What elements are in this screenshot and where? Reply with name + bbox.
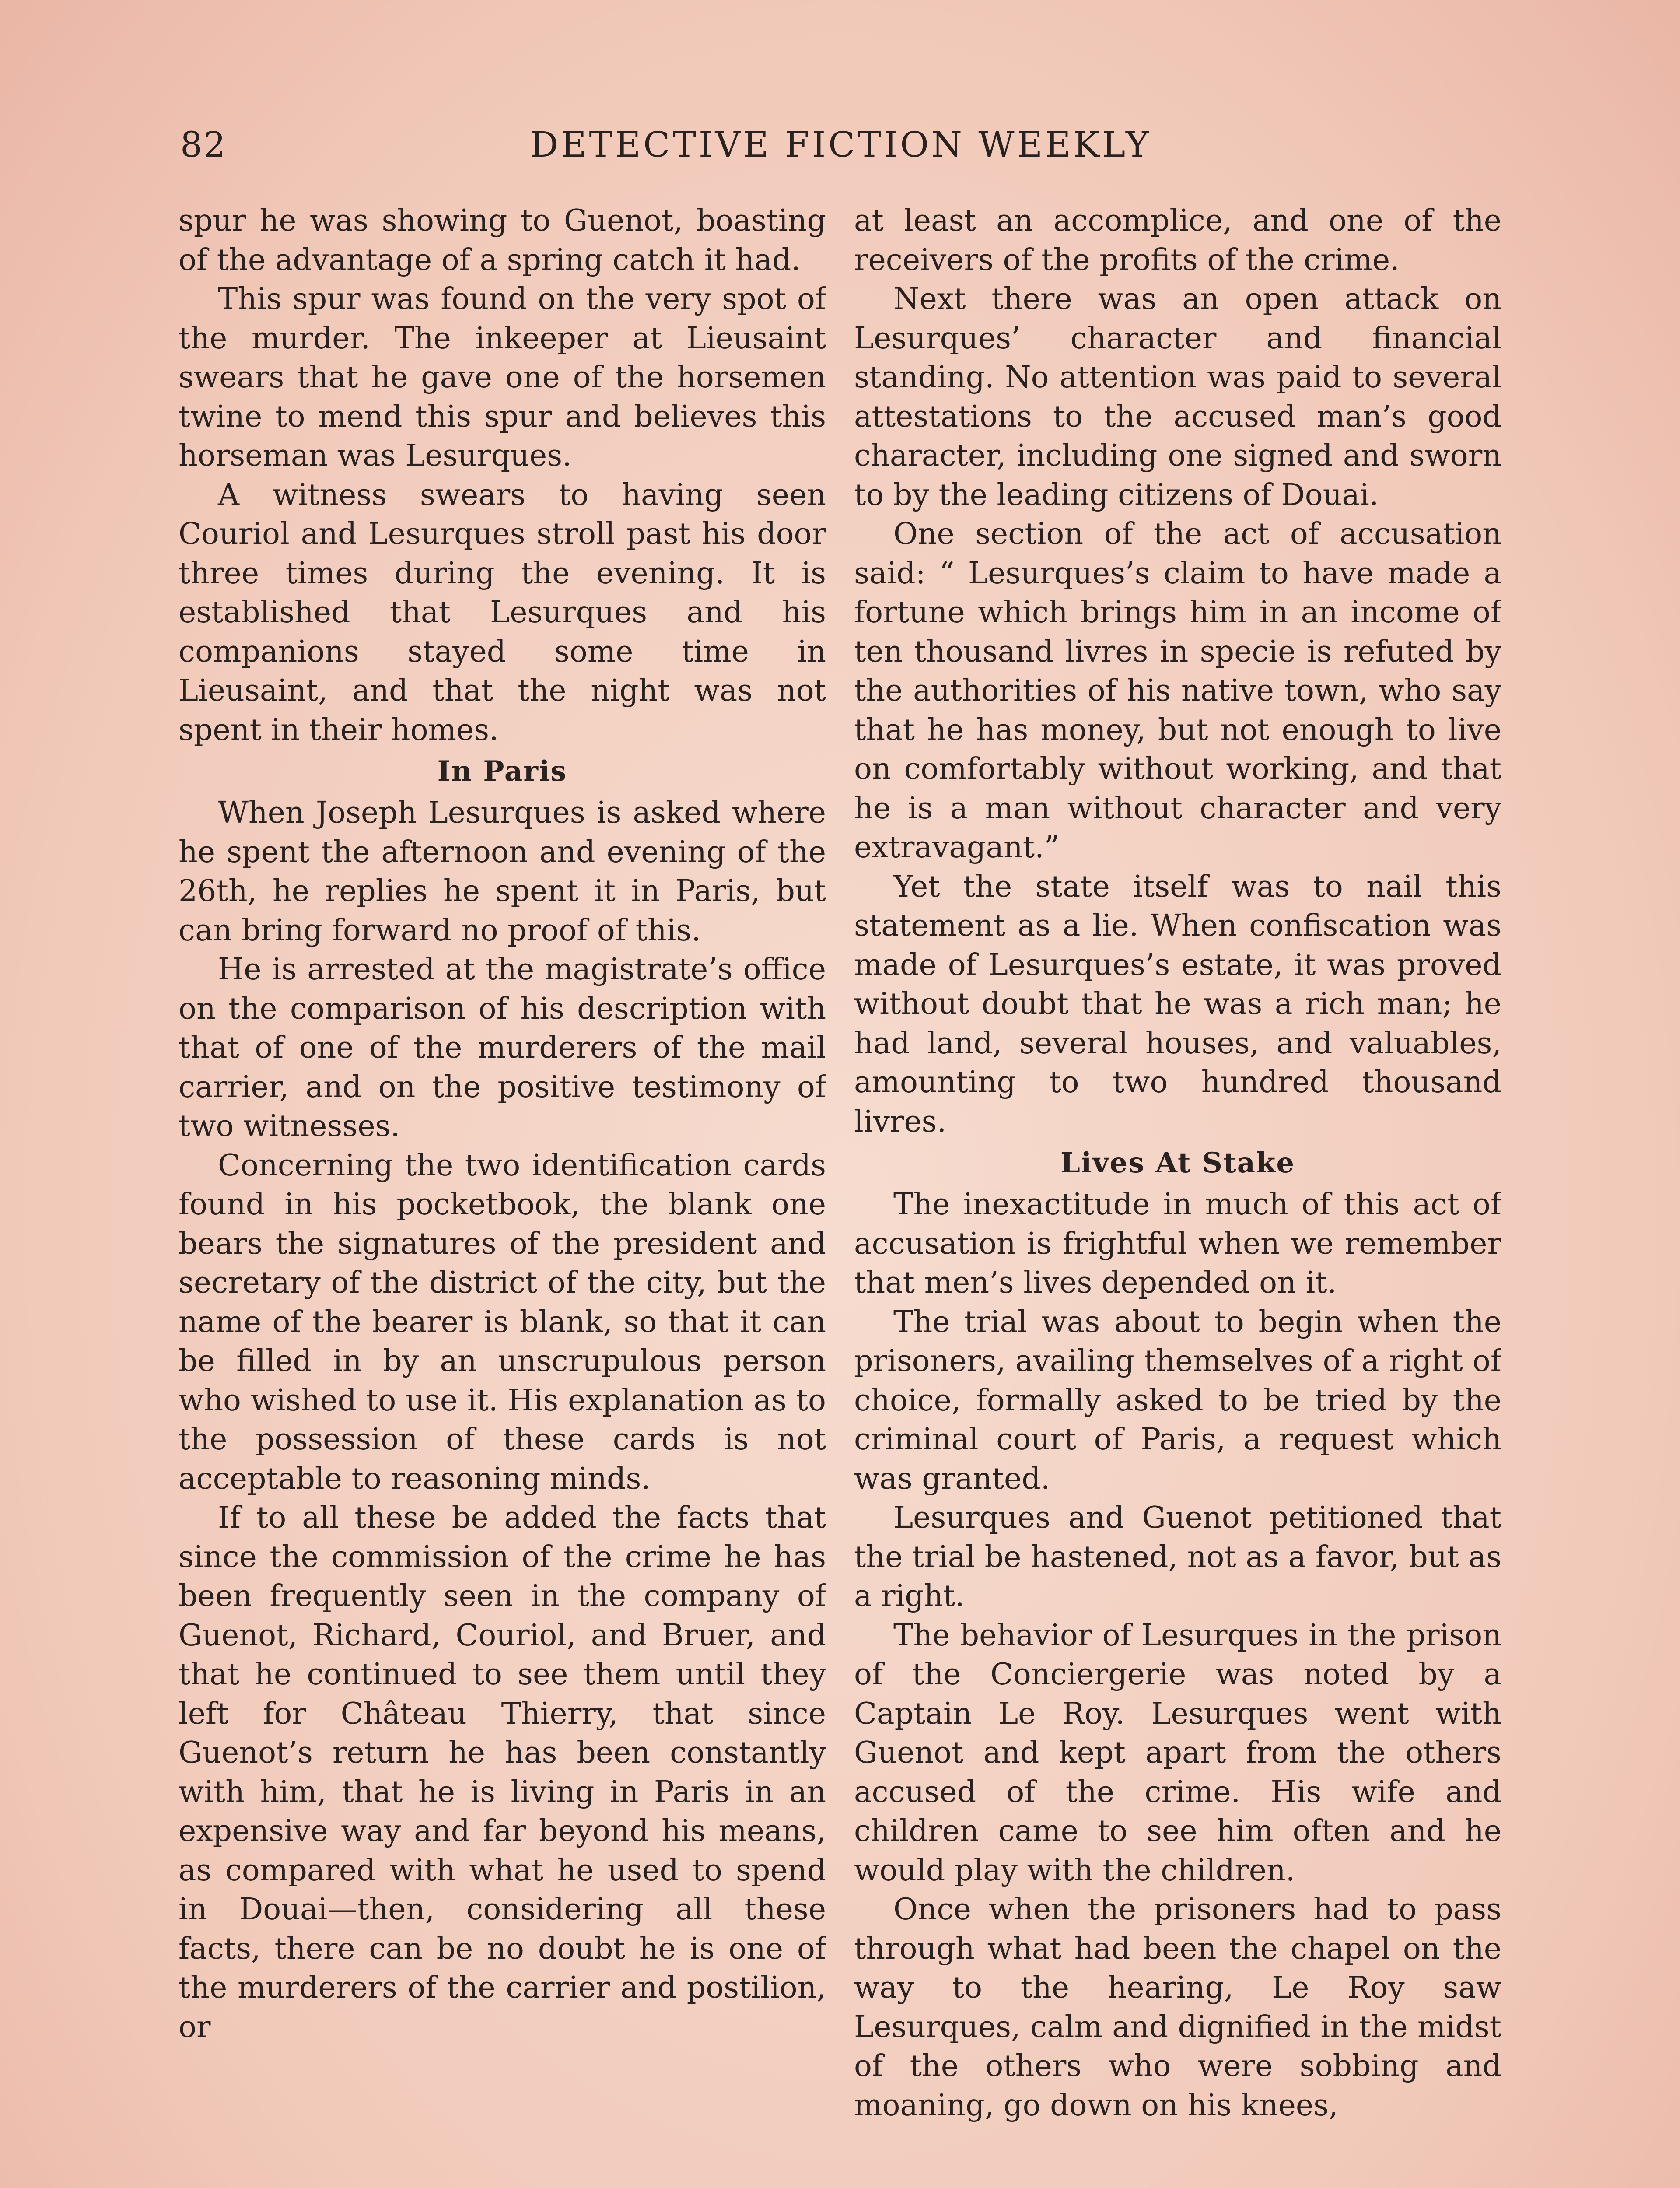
paragraph: Concerning the two identification cards found in his pocketbook, the blank one bears the signatures of the president and secretary of the district of the city, but the name of the bearer is blank, so that it can be filled in by an unscrupulous person who wished to use it. His explanation as to the possession of these cards is not acceptable to reasoning minds. bbox=[178, 1148, 826, 1496]
paragraph: The inexactitude in much of this act of accusation is frightful when we remember that men’s lives depended on it. bbox=[854, 1187, 1502, 1300]
paragraph: Next there was an open attack on Lesurques’ character and financial standing. No attention was paid to several attestations to the accused man’s good character, including one signed and sworn to by the leading citizens of Douai. bbox=[854, 282, 1502, 512]
paragraph: If to all these be added the facts that since the commission of the crime he has been frequently seen in the company of Guenot, Richard, Couriol, and Bruer, and that he continued to see them until they left for Château Thierry, that since Guenot’s return he has been constantly with him, that he is living in Paris in an expensive way and far beyond his means, as compared with what he used to spend in Douai—then, considering all these facts, there can be no doubt he is one of the murderers of the carrier and postilion, or bbox=[178, 1501, 826, 2044]
paragraph: at least an accomplice, and one of the receivers of the profits of the crime. bbox=[854, 203, 1502, 277]
paragraph: spur he was showing to Guenot, boasting of the advantage of a spring catch it had. bbox=[178, 203, 826, 277]
paragraph: This spur was found on the very spot of the murder. The inkeeper at Lieusaint swears that he gave one of the horsemen twine to mend this spur and believes this horseman was Lesurques. bbox=[178, 282, 826, 473]
paragraph: The trial was about to begin when the prisoners, availing themselves of a right of choice, formally asked to be tried by the criminal court of Paris, a request which was granted. bbox=[854, 1304, 1502, 1496]
paragraph: One section of the act of accusation said: “ Lesurques’s claim to have made a fortune which brings him in an income of ten thousand livres in specie is refuted by the authorities of his native town, who say that he has money, but not enough to live on comfortably without working, and that he is a man without character and very extravagant.” bbox=[854, 517, 1502, 865]
paragraph: Yet the state itself was to nail this statement as a lie. When confiscation was made of Lesurques’s estate, it was proved without doubt that he was a rich man; he had land, several houses, and valuables, amounting to two hundred thousand livres. bbox=[854, 869, 1502, 1139]
paragraph: When Joseph Lesurques is asked where he spent the afternoon and evening of the 26th, he replies he spent it in Paris, but can bring forward no proof of this. bbox=[178, 796, 826, 948]
paragraph: A witness swears to having seen Couriol and Lesurques stroll past his door three times during the evening. It is established that Lesurques and his companions stayed some time in Lieusaint, and that the night was not spent in their homes. bbox=[178, 477, 826, 747]
paragraph: Once when the prisoners had to pass through what had been the chapel on the way to the hearing, Le Roy saw Lesurques, calm and dignified in the midst of the others who were sobbing and moaning, go down on his knees, bbox=[854, 1892, 1502, 2123]
running-title: DETECTIVE FICTION WEEKLY bbox=[530, 124, 1152, 165]
page-number: 82 bbox=[180, 124, 227, 165]
section-heading: In Paris bbox=[437, 755, 567, 788]
section-heading: Lives At Stake bbox=[1060, 1147, 1295, 1179]
page-header bbox=[180, 124, 1502, 172]
paragraph: The behavior of Lesurques in the prison of the Conciergerie was noted by a Captain Le Roy. Lesurques went with Guenot and kept apart from the others accused of the crime. His wife and children came to see him often and he would play with the children. bbox=[854, 1618, 1502, 1888]
paragraph: Lesurques and Guenot petitioned that the trial be hastened, not as a favor, but as a right. bbox=[854, 1501, 1502, 1613]
right-column bbox=[854, 201, 1502, 2188]
paragraph: He is arrested at the magistrate’s office on the comparison of his description with that of one of the murderers of the mail carrier, and on the positive testimony of two witnesses. bbox=[178, 952, 826, 1143]
left-column bbox=[178, 201, 826, 2188]
